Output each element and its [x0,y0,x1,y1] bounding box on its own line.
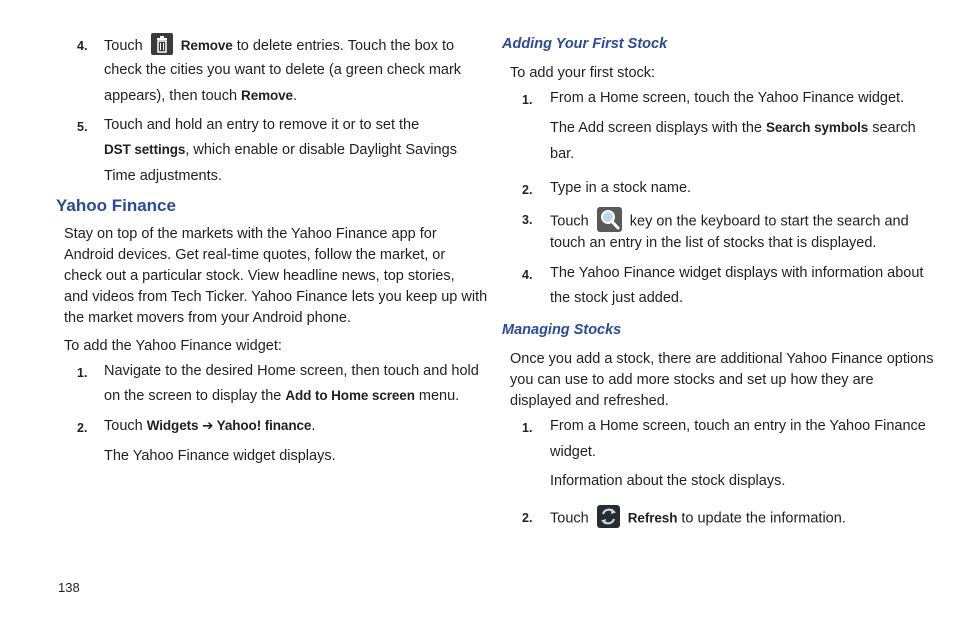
item5-line3: Time adjustments. [104,168,222,184]
item5-line2: DST settings, which enable or disable Daylight Savings [104,142,457,158]
s3-line2: touch an entry in the list of stocks that is displayed. [550,235,877,251]
list-number: 2. [77,421,88,435]
subheading-adding-stock: Adding Your First Stock [502,36,668,52]
paragraph-line: displayed and refreshed. [510,393,669,409]
s1-text: From a Home screen, touch the Yahoo Finance widget. [550,90,905,106]
paragraph-line: the market movers from your Android phone. [64,310,351,326]
paragraph-line: Android devices. Get real-time quotes, follow the market, or [64,247,446,263]
m1-line1: From a Home screen, touch an entry in the Yahoo Finance [550,418,926,434]
item4-line3: appears), then touch Remove. [104,88,298,104]
search-icon [597,207,622,232]
subheading-managing-stocks: Managing Stocks [502,322,622,338]
m2-line: Touch Refresh to update the information. [550,507,846,530]
s3-line1: Touch key on the keyboard to start the search and [550,209,909,234]
step1-line2: on the screen to display the Add to Home screen menu. [104,388,460,404]
list-number: 4. [522,268,533,282]
s4-line2: the stock just added. [550,290,683,306]
list-number: 2. [522,183,533,197]
list-number: 1. [522,421,533,435]
step2-result: The Yahoo Finance widget displays. [104,448,336,464]
s1-result-line2: bar. [550,146,575,162]
section-title: Yahoo Finance [56,196,176,215]
item4-line2: check the cities you want to delete (a green check mark [104,62,462,78]
step1-line1: Navigate to the desired Home screen, then touch and hold [104,363,479,379]
paragraph-line: and videos from Tech Ticker. Yahoo Finance lets you keep up with [64,289,488,305]
trash-icon [151,33,173,55]
paragraph-line: Once you add a stock, there are additional Yahoo Finance options [510,351,934,367]
page-number: 138 [58,580,80,595]
s4-line1: The Yahoo Finance widget displays with information about [550,265,924,281]
intro-text: To add the Yahoo Finance widget: [64,338,282,354]
paragraph-line: you can use to add more stocks and set up how they are [510,372,874,388]
m1-result: Information about the stock displays. [550,473,786,489]
list-number: 4. [77,39,88,53]
list-number: 2. [522,511,533,525]
list-number: 3. [522,213,533,227]
s1-result: The Add screen displays with the Search symbols search [550,120,916,136]
item5-line1: Touch and hold an entry to remove it or to set the [104,117,420,133]
list-number: 1. [77,366,88,380]
item4-line1: Touch Remove to delete entries. Touch the box to [104,35,454,57]
refresh-icon [597,505,620,528]
paragraph-line: Stay on top of the markets with the Yahoo Finance app for [64,226,437,242]
m1-line2: widget. [550,444,596,460]
list-number: 1. [522,93,533,107]
list-number: 5. [77,120,88,134]
paragraph-line: check out a particular stock. View headline news, top stories, [64,268,455,284]
step2-line: Touch Widgets ➔ Yahoo! finance. [104,418,316,434]
intro-text: To add your first stock: [510,65,656,81]
s2-text: Type in a stock name. [550,180,692,196]
